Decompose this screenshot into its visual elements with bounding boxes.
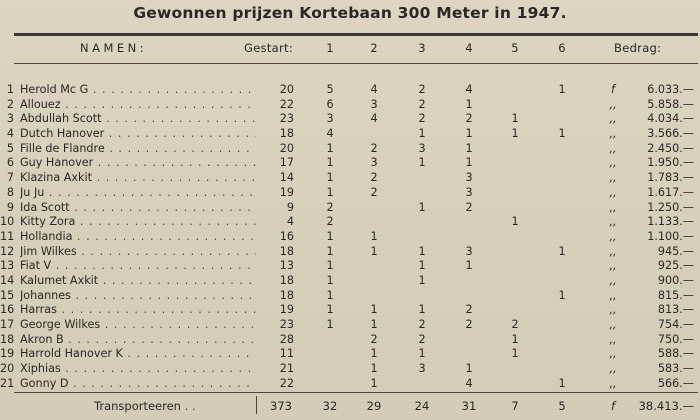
place-4-count: 1 [465, 97, 473, 111]
prize-amount: 925.— [657, 259, 694, 273]
totals-label: Transporteeren . . [94, 399, 196, 413]
totals-place-4: 31 [461, 399, 477, 413]
place-1-count: 1 [326, 229, 334, 243]
place-3-count: 1 [418, 303, 426, 317]
prize-amount: 566.— [657, 376, 694, 390]
row-number: 6 [6, 156, 14, 170]
row-number: 9 [6, 200, 14, 214]
place-4-count: 2 [465, 200, 473, 214]
place-1-count: 1 [326, 244, 334, 258]
horse-name: Hollandia . . . [20, 230, 256, 245]
row-number: 16 [0, 303, 15, 317]
horse-name: Harras . . . [20, 303, 256, 318]
table-row [0, 142, 700, 157]
row-number: 5 [6, 141, 14, 155]
currency-mark: ,, [609, 362, 617, 376]
currency-mark: ,, [609, 127, 617, 141]
started-count: 14 [279, 171, 294, 185]
table-row [0, 333, 700, 348]
header-place-6: 6 [558, 41, 566, 55]
table-row [0, 112, 700, 127]
prize-amount: 583.— [657, 362, 694, 376]
row-number: 10 [0, 215, 15, 229]
place-3-count: 1 [418, 273, 426, 287]
totals-place-2: 29 [366, 399, 382, 413]
row-number: 20 [0, 362, 15, 376]
place-1-count: 6 [326, 97, 334, 111]
place-3-count: 1 [418, 200, 426, 214]
prize-amount: 900.— [657, 273, 694, 287]
place-1-count: 1 [326, 156, 334, 170]
horse-name: Dutch Hanover . . . [20, 127, 256, 142]
place-4-count: 4 [465, 83, 473, 96]
prize-amount: 1.100.— [647, 229, 694, 243]
place-2-count: 3 [370, 97, 378, 111]
place-1-count: 1 [326, 318, 334, 331]
place-2-count: 3 [370, 156, 378, 170]
place-1-count: 2 [326, 200, 334, 214]
place-3-count: 2 [418, 112, 426, 126]
header-bottom-rule [14, 63, 698, 64]
totals-place-3: 24 [414, 399, 430, 413]
currency-mark: ,, [609, 273, 617, 287]
place-3-count: 1 [418, 156, 426, 170]
header-place-5: 5 [511, 41, 519, 55]
place-6-count: 1 [558, 83, 566, 96]
row-number: 8 [6, 185, 14, 199]
started-count: 18 [279, 127, 294, 141]
started-count: 20 [279, 141, 294, 155]
horse-name: Johannes . . . [20, 289, 256, 304]
place-2-count: 1 [370, 376, 378, 390]
currency-mark: ,, [609, 318, 617, 331]
place-4-count: 1 [465, 141, 473, 155]
currency-mark: ,, [609, 332, 617, 346]
started-count: 4 [286, 215, 294, 229]
horse-name: Gonny D . . . [20, 377, 256, 392]
horse-name: Jim Wilkes . . . [20, 245, 256, 260]
place-2-count: 4 [370, 83, 378, 96]
header-place-4: 4 [465, 41, 473, 55]
header-place-1: 1 [326, 41, 334, 55]
horse-name: Harrold Hanover K . . . [20, 347, 256, 362]
table-row [0, 347, 700, 362]
place-4-count: 2 [465, 318, 473, 331]
horse-name: Kitty Zora . . . [20, 215, 256, 230]
page-title: Gewonnen prijzen Kortebaan 300 Meter in 1947. [133, 4, 567, 22]
row-number: 2 [6, 97, 14, 111]
prize-amount: 945.— [657, 244, 694, 258]
prize-amount: 3.566.— [647, 127, 694, 141]
place-1-count: 1 [326, 141, 334, 155]
row-number: 13 [0, 259, 15, 273]
row-number: 4 [6, 127, 14, 141]
started-count: 23 [279, 318, 294, 331]
row-number: 18 [0, 332, 15, 346]
place-3-count: 1 [418, 127, 426, 141]
currency-mark: ,, [609, 303, 617, 317]
place-4-count: 2 [465, 112, 473, 126]
started-count: 13 [279, 259, 294, 273]
place-3-count: 2 [418, 318, 426, 331]
totals-started: 373 [270, 399, 292, 413]
horse-name: Abdullah Scott . . . [20, 112, 256, 127]
place-3-count: 1 [418, 244, 426, 258]
place-5-count: 1 [511, 347, 519, 361]
place-3-count: 2 [418, 97, 426, 111]
horse-name: Ida Scott . . . [20, 201, 256, 216]
prize-amount: 4.034.— [647, 112, 694, 126]
started-count: 23 [279, 112, 294, 126]
header-started: Gestart: [244, 41, 294, 55]
place-2-count: 2 [370, 141, 378, 155]
started-count: 20 [279, 83, 294, 96]
table-row [0, 83, 700, 98]
table-row [0, 171, 700, 186]
started-count: 9 [286, 200, 294, 214]
currency-mark: ,, [609, 97, 617, 111]
currency-mark: ,, [609, 112, 617, 126]
started-count: 19 [279, 185, 294, 199]
place-4-count: 3 [465, 185, 473, 199]
horse-name: Kalumet Axkit . . . [20, 274, 256, 289]
results-table [0, 83, 700, 391]
currency-mark: f [611, 83, 615, 96]
currency-mark: ,, [609, 141, 617, 155]
place-2-count: 1 [370, 244, 378, 258]
table-row [0, 215, 700, 230]
place-1-count: 1 [326, 259, 334, 273]
horse-name: Guy Hanover . . . [20, 156, 256, 171]
table-row [0, 127, 700, 142]
place-4-count: 1 [465, 127, 473, 141]
table-row [0, 274, 700, 289]
currency-mark: ,, [609, 185, 617, 199]
table-row [0, 377, 700, 392]
started-count: 16 [279, 229, 294, 243]
row-number: 21 [0, 376, 15, 390]
prize-amount: 1.250.— [647, 200, 694, 214]
place-1-count: 2 [326, 215, 334, 229]
prize-amount: 1.617.— [647, 185, 694, 199]
prize-amount: 750.— [657, 332, 694, 346]
place-6-count: 1 [558, 376, 566, 390]
place-4-count: 1 [465, 259, 473, 273]
horse-name: Klazina Axkit . . . [20, 171, 256, 186]
prize-amount: 1.950.— [647, 156, 694, 170]
place-2-count: 1 [370, 362, 378, 376]
table-row [0, 230, 700, 245]
place-2-count: 1 [370, 303, 378, 317]
started-count: 17 [279, 156, 294, 170]
header-names: NAMEN: [80, 41, 148, 55]
place-5-count: 1 [511, 332, 519, 346]
prize-amount: 2.450.— [647, 141, 694, 155]
horse-name: Akron B . . . [20, 333, 256, 348]
started-count: 18 [279, 288, 294, 302]
currency-mark: ,, [609, 200, 617, 214]
totals-place-6: 5 [558, 399, 566, 413]
place-2-count: 2 [370, 332, 378, 346]
header-place-3: 3 [418, 41, 426, 55]
currency-mark: ,, [609, 215, 617, 229]
currency-mark: ,, [609, 376, 617, 390]
place-4-count: 2 [465, 303, 473, 317]
started-count: 11 [279, 347, 294, 361]
table-row [0, 186, 700, 201]
place-3-count: 1 [418, 259, 426, 273]
prize-amount: 813.— [657, 303, 694, 317]
header-amount: Bedrag: [614, 41, 662, 55]
horse-name: Herold Mc G . . . [20, 83, 256, 98]
place-6-count: 1 [558, 127, 566, 141]
place-2-count: 2 [370, 185, 378, 199]
table-row [0, 156, 700, 171]
row-number: 3 [6, 112, 14, 126]
prize-amount: 5.858.— [647, 97, 694, 111]
totals-currency: f [610, 399, 616, 413]
totals-place-5: 7 [511, 399, 519, 413]
currency-mark: ,, [609, 229, 617, 243]
place-2-count: 1 [370, 229, 378, 243]
place-5-count: 2 [511, 318, 519, 331]
place-3-count: 3 [418, 141, 426, 155]
place-1-count: 4 [326, 127, 334, 141]
place-1-count: 1 [326, 185, 334, 199]
row-number: 12 [0, 244, 15, 258]
horse-name: George Wilkes . . . [20, 318, 256, 333]
place-1-count: 5 [326, 83, 334, 96]
header-top-rule [14, 33, 698, 36]
horse-name: Fiat V . . . [20, 259, 256, 274]
currency-mark: ,, [609, 288, 617, 302]
place-3-count: 2 [418, 332, 426, 346]
row-number: 11 [0, 229, 15, 243]
prize-amount: 754.— [657, 318, 694, 331]
place-4-count: 3 [465, 244, 473, 258]
place-5-count: 1 [511, 215, 519, 229]
currency-mark: ,, [609, 171, 617, 185]
place-3-count: 3 [418, 362, 426, 376]
horse-name: Ju Ju . . . [20, 186, 256, 201]
table-row [0, 98, 700, 113]
currency-mark: ,, [609, 156, 617, 170]
currency-mark: ,, [609, 347, 617, 361]
header-place-2: 2 [370, 41, 378, 55]
started-count: 21 [279, 362, 294, 376]
currency-mark: ,, [609, 244, 617, 258]
horse-name: Xiphias . . . [20, 362, 256, 377]
table-row [0, 201, 700, 216]
started-count: 18 [279, 273, 294, 287]
place-5-count: 1 [511, 112, 519, 126]
place-1-count: 1 [326, 288, 334, 302]
horse-name: Allouez . . . [20, 98, 256, 113]
table-row [0, 259, 700, 274]
place-4-count: 4 [465, 376, 473, 390]
place-2-count: 2 [370, 171, 378, 185]
place-1-count: 3 [326, 112, 334, 126]
started-count: 22 [279, 97, 294, 111]
row-number: 17 [0, 318, 15, 331]
row-number: 19 [0, 347, 15, 361]
horse-name: Fille de Flandre . . . [20, 142, 256, 157]
place-1-count: 1 [326, 273, 334, 287]
place-1-count: 1 [326, 303, 334, 317]
place-2-count: 1 [370, 318, 378, 331]
table-row [0, 362, 700, 377]
place-5-count: 1 [511, 127, 519, 141]
prize-amount: 1.133.— [647, 215, 694, 229]
place-4-count: 3 [465, 171, 473, 185]
row-number: 1 [6, 83, 14, 96]
prize-amount: 588.— [657, 347, 694, 361]
started-count: 19 [279, 303, 294, 317]
place-3-count: 1 [418, 347, 426, 361]
place-6-count: 1 [558, 288, 566, 302]
place-3-count: 2 [418, 83, 426, 96]
prize-amount: 815.— [657, 288, 694, 302]
row-number: 7 [6, 171, 14, 185]
place-1-count: 1 [326, 171, 334, 185]
currency-mark: ,, [609, 259, 617, 273]
table-row [0, 289, 700, 304]
place-4-count: 1 [465, 362, 473, 376]
totals-divider [256, 396, 257, 414]
started-count: 18 [279, 244, 294, 258]
totals-amount: 38.413.— [638, 399, 694, 413]
prize-amount: 6.033.— [647, 83, 694, 96]
table-row [0, 303, 700, 318]
totals-place-1: 32 [322, 399, 338, 413]
place-2-count: 1 [370, 347, 378, 361]
prize-amount: 1.783.— [647, 171, 694, 185]
row-number: 15 [0, 288, 15, 302]
place-4-count: 1 [465, 156, 473, 170]
row-number: 14 [0, 273, 15, 287]
table-row [0, 245, 700, 260]
table-row [0, 318, 700, 333]
place-2-count: 4 [370, 112, 378, 126]
totals-rule [14, 392, 698, 393]
started-count: 28 [279, 332, 294, 346]
started-count: 22 [279, 376, 294, 390]
place-6-count: 1 [558, 244, 566, 258]
